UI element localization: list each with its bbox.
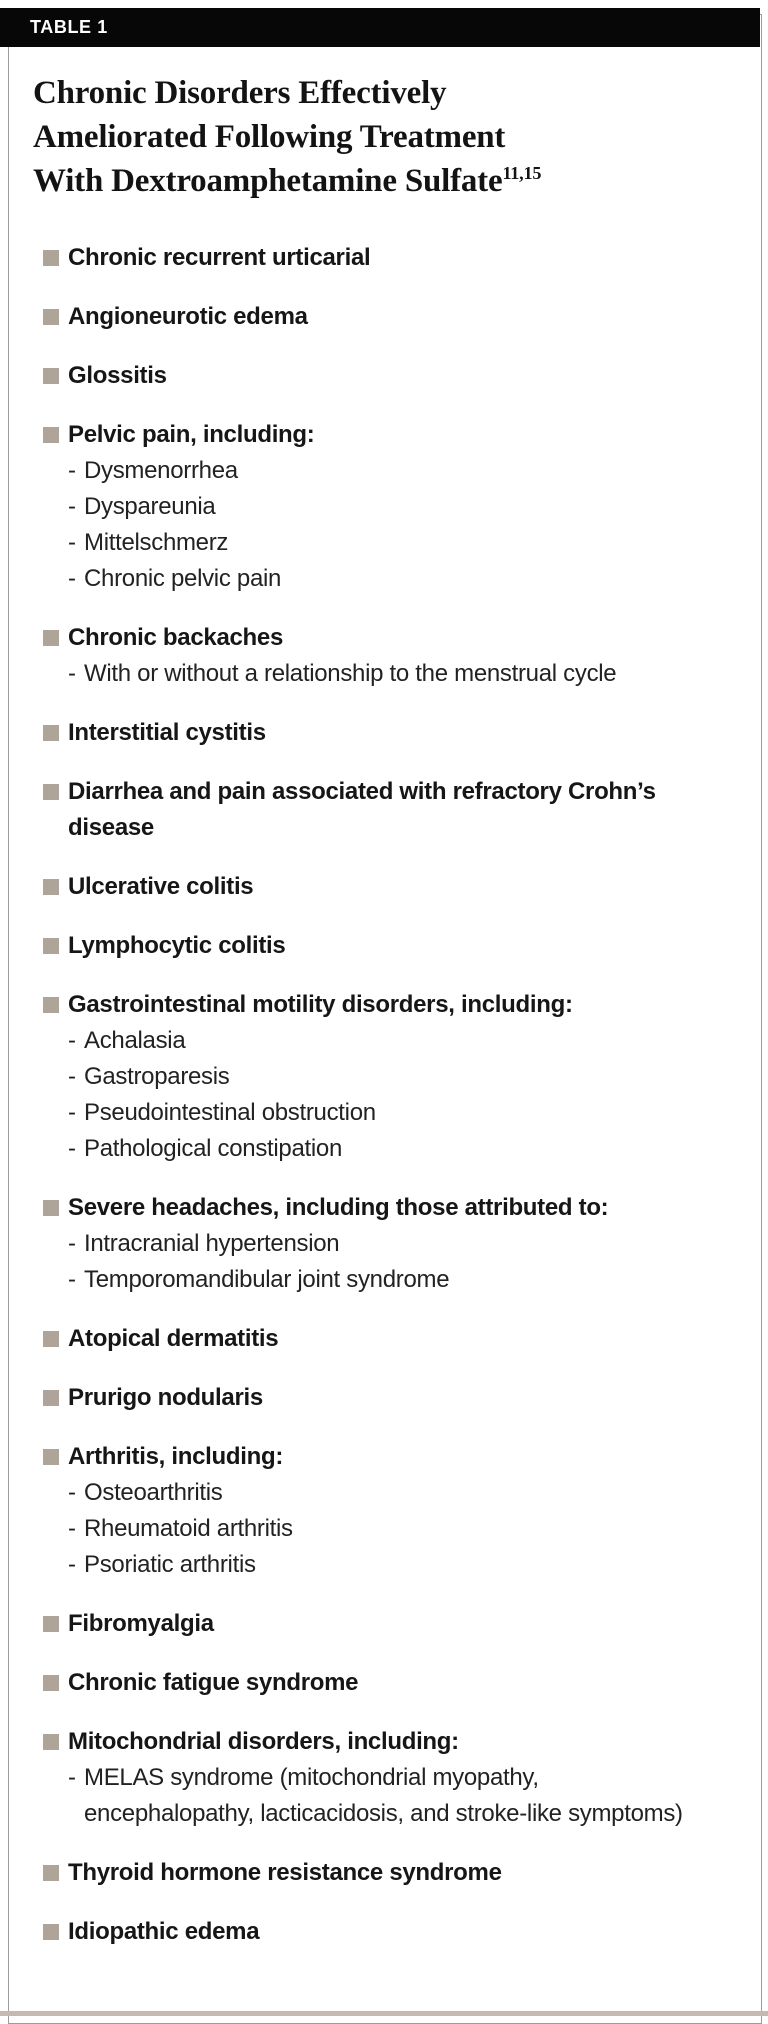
disorder-sublabel: Achalasia: [84, 1027, 186, 1054]
disorder-label: Pelvic pain, including:: [68, 421, 315, 448]
disorder-group: [43, 987, 695, 1167]
square-bullet-icon: [43, 1675, 59, 1691]
disorder-group: [43, 417, 695, 597]
disorder-subitem: [43, 453, 695, 489]
disorder-subitem: [43, 1760, 695, 1832]
disorder-sublabel: Pathological constipation: [84, 1135, 343, 1162]
disorder-label: Diarrhea and pain associated with refractory Crohn’s disease: [68, 778, 656, 841]
disorder-sublabel: Chronic pelvic pain: [84, 565, 282, 592]
disorder-sublabel: Pseudointestinal obstruction: [84, 1099, 376, 1126]
disorder-group: [43, 928, 695, 964]
disorder-group: [43, 1665, 695, 1701]
disorder-item: [43, 1321, 695, 1357]
disorder-label: Thyroid hormone resistance syndrome: [68, 1859, 502, 1886]
disorder-group: [43, 869, 695, 905]
disorder-item: [43, 1665, 695, 1701]
dash-bullet: -: [68, 1551, 76, 1578]
dash-bullet: -: [68, 565, 76, 592]
table-title-line1: Chronic Disorders Effectively: [33, 75, 447, 111]
disorder-label: Severe headaches, including those attributed to:: [68, 1194, 609, 1221]
disorder-label: Prurigo nodularis: [68, 1384, 263, 1411]
disorder-list: [9, 203, 761, 1950]
disorder-item: [43, 1190, 695, 1226]
disorder-item: [43, 774, 695, 846]
disorder-item: [43, 417, 695, 453]
disorder-group: [43, 358, 695, 394]
square-bullet-icon: [43, 938, 59, 954]
disorder-sublabel: Osteoarthritis: [84, 1479, 223, 1506]
disorder-item: [43, 1380, 695, 1416]
disorder-subitem: [43, 1226, 695, 1262]
dash-bullet: -: [68, 1099, 76, 1126]
table-label: TABLE 1: [30, 17, 108, 37]
disorder-subitem: [43, 489, 695, 525]
disorder-label: Chronic recurrent urticarial: [68, 244, 371, 271]
disorder-item: [43, 1439, 695, 1475]
disorder-subitem: [43, 1547, 695, 1583]
table-title-line2: Ameliorated Following Treatment: [33, 119, 506, 155]
square-bullet-icon: [43, 1331, 59, 1347]
disorder-label: Gastrointestinal motility disorders, including:: [68, 991, 573, 1018]
disorder-subitem: [43, 1023, 695, 1059]
disorder-item: [43, 1724, 695, 1760]
square-bullet-icon: [43, 725, 59, 741]
disorder-item: [43, 869, 695, 905]
disorder-label: Chronic fatigue syndrome: [68, 1669, 359, 1696]
disorder-label: Interstitial cystitis: [68, 719, 266, 746]
disorder-item: [43, 1855, 695, 1891]
square-bullet-icon: [43, 368, 59, 384]
disorder-group: [43, 1439, 695, 1583]
disorder-sublabel: Intracranial hypertension: [84, 1230, 340, 1257]
disorder-subitem: [43, 1131, 695, 1167]
square-bullet-icon: [43, 630, 59, 646]
square-bullet-icon: [43, 427, 59, 443]
dash-bullet: -: [68, 1230, 76, 1257]
disorder-item: [43, 1606, 695, 1642]
square-bullet-icon: [43, 879, 59, 895]
table-box: [8, 14, 762, 2024]
dash-bullet: -: [68, 1063, 76, 1090]
disorder-item: [43, 715, 695, 751]
square-bullet-icon: [43, 1390, 59, 1406]
dash-bullet: -: [68, 529, 76, 556]
square-bullet-icon: [43, 250, 59, 266]
disorder-subitem: [43, 1095, 695, 1131]
disorder-item: [43, 358, 695, 394]
dash-bullet: -: [68, 1027, 76, 1054]
disorder-label: Chronic backaches: [68, 624, 283, 651]
disorder-item: [43, 299, 695, 335]
disorder-sublabel: MELAS syndrome (mitochondrial myopathy, encephalopathy, lacticacidosis, and stroke-like symptoms): [84, 1764, 683, 1827]
disorder-group: [43, 774, 695, 846]
disorder-label: Ulcerative colitis: [68, 873, 254, 900]
disorder-subitem: [43, 525, 695, 561]
disorder-sublabel: With or without a relationship to the menstrual cycle: [84, 660, 617, 687]
dash-bullet: -: [68, 1479, 76, 1506]
disorder-subitem: [43, 1475, 695, 1511]
dash-bullet: -: [68, 457, 76, 484]
disorder-sublabel: Gastroparesis: [84, 1063, 230, 1090]
dash-bullet: -: [68, 493, 76, 520]
square-bullet-icon: [43, 1734, 59, 1750]
disorder-group: [43, 240, 695, 276]
square-bullet-icon: [43, 1616, 59, 1632]
disorder-label: Atopical dermatitis: [68, 1325, 279, 1352]
disorder-group: [43, 1914, 695, 1950]
square-bullet-icon: [43, 784, 59, 800]
table-title-reference-superscript: 11,15: [502, 163, 542, 183]
dash-bullet: -: [68, 660, 76, 687]
disorder-item: [43, 1914, 695, 1950]
disorder-sublabel: Dyspareunia: [84, 493, 216, 520]
disorder-item: [43, 928, 695, 964]
dash-bullet: -: [68, 1515, 76, 1542]
disorder-label: Mitochondrial disorders, including:: [68, 1728, 459, 1755]
disorder-label: Lymphocytic colitis: [68, 932, 286, 959]
disorder-label: Fibromyalgia: [68, 1610, 214, 1637]
square-bullet-icon: [43, 1449, 59, 1465]
disorder-label: Arthritis, including:: [68, 1443, 284, 1470]
disorder-group: [43, 1724, 695, 1832]
disorder-item: [43, 987, 695, 1023]
disorder-label: Glossitis: [68, 362, 167, 389]
disorder-subitem: [43, 1059, 695, 1095]
disorder-subitem: [43, 656, 695, 692]
disorder-subitem: [43, 1262, 695, 1298]
dash-bullet: -: [68, 1135, 76, 1162]
table-title-line3: With Dextroamphetamine Sulfate: [33, 163, 503, 199]
disorder-group: [43, 715, 695, 751]
disorder-group: [43, 1380, 695, 1416]
dash-bullet: -: [68, 1266, 76, 1293]
disorder-sublabel: Rheumatoid arthritis: [84, 1515, 293, 1542]
disorder-group: [43, 1321, 695, 1357]
square-bullet-icon: [43, 1200, 59, 1216]
square-bullet-icon: [43, 997, 59, 1013]
table-label-bar: [0, 8, 760, 47]
dash-bullet: -: [68, 1764, 76, 1791]
disorder-item: [43, 240, 695, 276]
disorder-subitem: [43, 561, 695, 597]
disorder-sublabel: Mittelschmerz: [84, 529, 229, 556]
disorder-group: [43, 299, 695, 335]
square-bullet-icon: [43, 1865, 59, 1881]
disorder-group: [43, 1606, 695, 1642]
square-bullet-icon: [43, 309, 59, 325]
disorder-label: Angioneurotic edema: [68, 303, 308, 330]
disorder-group: [43, 1855, 695, 1891]
disorder-item: [43, 620, 695, 656]
disorder-sublabel: Dysmenorrhea: [84, 457, 238, 484]
page-bottom-strip: [0, 2011, 768, 2016]
disorder-group: [43, 620, 695, 692]
square-bullet-icon: [43, 1924, 59, 1940]
disorder-label: Idiopathic edema: [68, 1918, 260, 1945]
disorder-sublabel: Temporomandibular joint syndrome: [84, 1266, 450, 1293]
disorder-sublabel: Psoriatic arthritis: [84, 1551, 256, 1578]
disorder-subitem: [43, 1511, 695, 1547]
disorder-group: [43, 1190, 695, 1298]
